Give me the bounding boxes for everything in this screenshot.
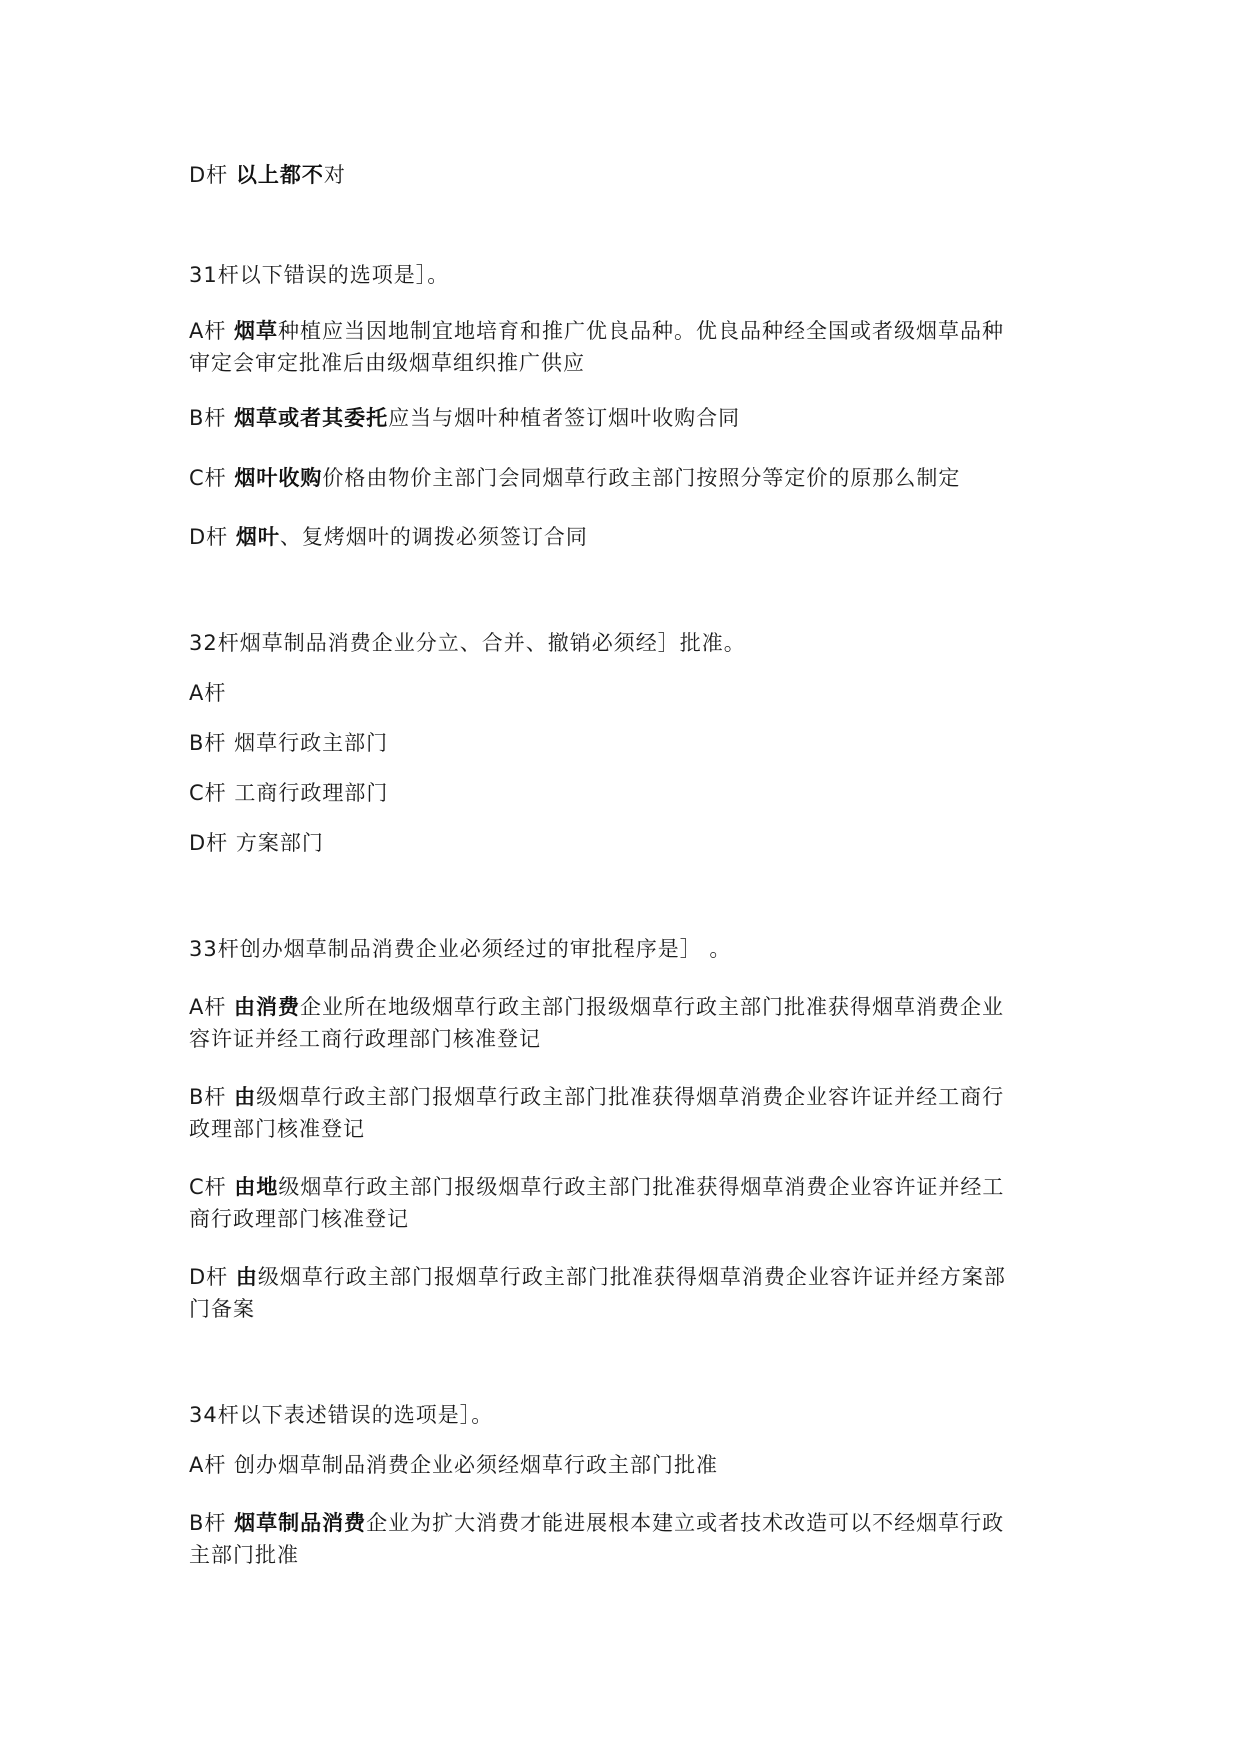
option-c: C杆 工商行政理部门 <box>189 781 389 805</box>
text-line: D杆 以上都不对 <box>189 163 346 187</box>
option-a: A杆 由消费企业所在地级烟草行政主部门报级烟草行政主部门批准获得烟草消费企业 <box>189 995 1005 1019</box>
option-d: D杆 方案部门 <box>189 831 324 855</box>
question-32-stem: 32杆烟草制品消费企业分立、合并、撤销必须经］批准。 <box>189 631 746 655</box>
option-b: B杆 烟草行政主部门 <box>189 731 389 755</box>
question-31-stem: 31杆以下错误的选项是］。 <box>189 263 450 287</box>
option-a: A杆 烟草种植应当因地制宜地培育和推广优良品种。优良品种经全国或者级烟草品种 <box>189 319 1005 343</box>
option-a-continued: 审定会审定批准后由级烟草组织推广供应 <box>189 351 585 375</box>
question-34-stem: 34杆以下表述错误的选项是］。 <box>189 1403 494 1427</box>
option-a: A杆 创办烟草制品消费企业必须经烟草行政主部门批准 <box>189 1453 719 1477</box>
option-c: C杆 由地级烟草行政主部门报级烟草行政主部门批准获得烟草消费企业容许证并经工 <box>189 1175 1005 1199</box>
option-a-continued: 容许证并经工商行政理部门核准登记 <box>189 1027 541 1051</box>
option-b-continued: 主部门批准 <box>189 1543 299 1567</box>
question-33-stem: 33杆创办烟草制品消费企业必须经过的审批程序是］ 。 <box>189 937 732 961</box>
option-b: B杆 烟草或者其委托应当与烟叶种植者签订烟叶收购合同 <box>189 406 741 430</box>
option-d-continued: 门备案 <box>189 1297 255 1321</box>
option-c: C杆 烟叶收购价格由物价主部门会同烟草行政主部门按照分等定价的原那么制定 <box>189 466 961 490</box>
option-c-continued: 商行政理部门核准登记 <box>189 1207 409 1231</box>
option-d: D杆 由级烟草行政主部门报烟草行政主部门批准获得烟草消费企业容许证并经方案部 <box>189 1265 1006 1289</box>
option-b: B杆 烟草制品消费企业为扩大消费才能进展根本建立或者技术改造可以不经烟草行政 <box>189 1511 1005 1535</box>
option-a: A杆 <box>189 681 227 705</box>
option-b: B杆 由级烟草行政主部门报烟草行政主部门批准获得烟草消费企业容许证并经工商行 <box>189 1085 1005 1109</box>
option-b-continued: 政理部门核准登记 <box>189 1117 365 1141</box>
option-d: D杆 烟叶、复烤烟叶的调拨必须签订合同 <box>189 525 588 549</box>
